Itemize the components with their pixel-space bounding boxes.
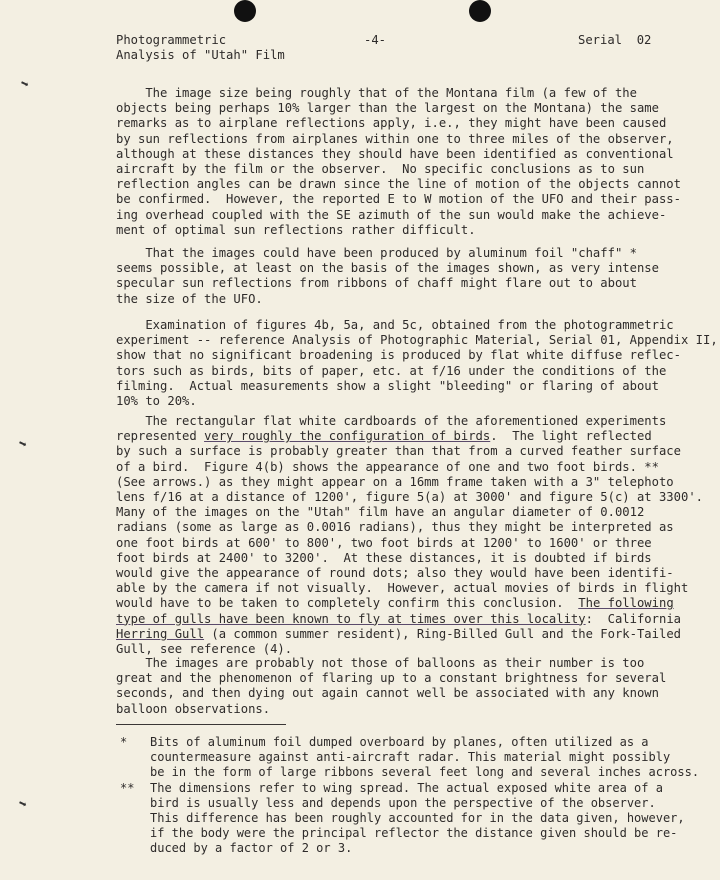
text-segment: filming. Actual measurements show a slight "bleeding" or flaring of about bbox=[116, 378, 659, 393]
text-segment: specular sun reflections from ribbons of chaff might flare out to about bbox=[116, 276, 637, 291]
footnote-line: This difference has been roughly accounted for in the data given, however, bbox=[150, 811, 685, 825]
text-segment: Examination of figures 4b, 5a, and 5c, obtained from the photogrammetric bbox=[116, 318, 674, 332]
text-segment: be confirmed. However, the reported E to W motion of the UFO and their pass- bbox=[116, 192, 681, 207]
footnote-line: countermeasure against anti-aircraft radar. This material might possibly bbox=[150, 750, 671, 764]
text-segment: Many of the images on the "Utah" film have an angular diameter of 0.0012 bbox=[116, 505, 645, 520]
footnote-divider bbox=[116, 724, 286, 725]
text-line bbox=[116, 490, 703, 505]
text-segment: would give the appearance of round dots; also they would have been identifi- bbox=[116, 566, 674, 581]
text-line bbox=[116, 460, 658, 475]
text-segment: objects being perhaps 10% larger than the largest on the Montana) the same bbox=[116, 101, 659, 116]
text-line bbox=[116, 292, 658, 307]
footnote-line: bird is usually less and depends upon the perspective of the observer. bbox=[150, 796, 656, 810]
text-segment: ing overhead coupled with the SE azimuth of the sun would make the achieve- bbox=[116, 207, 667, 222]
text-line bbox=[116, 86, 658, 101]
text-line bbox=[116, 611, 681, 627]
text-segment: 10% to 20%. bbox=[116, 394, 197, 409]
text-line bbox=[116, 333, 718, 348]
header-left bbox=[116, 33, 285, 63]
text-line bbox=[116, 131, 674, 147]
text-segment: reflection angles can be drawn since the line of motion of the objects cannot bbox=[116, 177, 681, 192]
underlined-text: type of gulls have been known to fly at times over this locality bbox=[116, 611, 586, 626]
text-segment: (See arrows.) as they might appear on a 16mm frame taken with a 3" telephoto bbox=[116, 474, 674, 489]
body-paragraph bbox=[116, 318, 718, 409]
text-segment: aircraft by the film or the observer. No specific conclusions as to sun bbox=[116, 162, 645, 177]
text-line bbox=[116, 318, 674, 333]
text-segment: seems possible, at least on the basis of the images shown, as very intense bbox=[116, 261, 659, 276]
text-line bbox=[116, 223, 658, 238]
text-line bbox=[116, 642, 658, 657]
header-title: Photogrammetric bbox=[116, 33, 227, 47]
footnote-line: if the body were the principal reflector the distance given should be re- bbox=[150, 826, 678, 840]
text-segment: The images are probably not those of balloons as their number is too bbox=[116, 656, 645, 670]
text-segment: lens f/16 at a distance of 1200', figure 5(a) at 3000' and figure 5(c) at 3300'. bbox=[116, 490, 703, 505]
text-segment: The image size being roughly that of the Montana film (a few of the bbox=[116, 86, 637, 100]
footnote-line: be in the form of large ribbons several feet long and several inches across. bbox=[150, 765, 700, 779]
underlined-text: Herring Gull bbox=[116, 626, 205, 641]
footnote-text bbox=[150, 781, 685, 856]
text-segment: of a bird. Figure 4(b) shows the appearance of one and two foot birds. ** bbox=[116, 459, 659, 474]
text-segment: remarks as to airplane reflections apply, i.e., they might have been caused bbox=[116, 116, 667, 131]
text-segment: radians (some as large as 0.0016 radians), thus they might be interpreted as bbox=[116, 520, 674, 535]
text-segment: . The light reflected bbox=[490, 429, 652, 444]
margin-mark-icon: ⬊ bbox=[17, 75, 31, 93]
text-line bbox=[116, 671, 667, 686]
text-line bbox=[116, 116, 667, 131]
text-line bbox=[116, 348, 681, 363]
text-line bbox=[116, 261, 658, 276]
text-segment: foot birds at 2400' to 3200'. At these distances, it is doubted if birds bbox=[116, 550, 652, 565]
text-segment: balloon observations. bbox=[116, 701, 271, 716]
text-line bbox=[116, 207, 667, 223]
text-segment: tors such as birds, bits of paper, etc. at f/16 under the conditions of the bbox=[116, 363, 667, 378]
footnote-marker: * bbox=[120, 735, 128, 749]
text-line bbox=[116, 379, 658, 394]
text-line bbox=[116, 581, 689, 596]
text-segment: (a common summer resident), Ring-Billed Gull and the Fork-Tailed bbox=[204, 626, 681, 641]
text-segment: although at these distances they should have been identified as conventional bbox=[116, 146, 674, 161]
body-paragraph bbox=[116, 656, 667, 717]
text-line bbox=[116, 626, 681, 642]
punch-hole-right-icon bbox=[469, 0, 491, 22]
text-segment: by such a surface is probably greater than that from a curved feather surface bbox=[116, 444, 681, 459]
text-line bbox=[116, 551, 658, 566]
text-segment: by sun reflections from airplanes within one to three miles of the observer, bbox=[116, 131, 674, 146]
text-segment: The rectangular flat white cardboards of the aforementioned experiments bbox=[116, 414, 667, 428]
text-line bbox=[116, 246, 658, 261]
serial-label: Serial 02 bbox=[578, 33, 652, 47]
text-segment: the size of the UFO. bbox=[116, 291, 263, 306]
footnote-line: Bits of aluminum foil dumped overboard by planes, often utilized as a bbox=[150, 735, 649, 749]
text-line bbox=[116, 686, 658, 701]
underlined-text: The following bbox=[578, 596, 674, 611]
text-segment: seconds, and then dying out again cannot well be associated with any known bbox=[116, 686, 659, 701]
margin-mark-icon: ⬊ bbox=[15, 435, 29, 453]
text-segment: : California bbox=[585, 611, 681, 626]
text-line bbox=[116, 363, 667, 379]
header-subtitle: Analysis of "Utah" Film bbox=[116, 48, 285, 62]
page-number: -4- bbox=[364, 33, 387, 47]
text-segment: Gull, see reference (4). bbox=[116, 642, 293, 657]
text-line bbox=[116, 505, 658, 520]
text-line bbox=[116, 429, 658, 444]
body-paragraph bbox=[116, 246, 658, 307]
underlined-text: very roughly the configuration of birds bbox=[204, 429, 491, 444]
text-line bbox=[116, 656, 658, 671]
text-line bbox=[116, 536, 658, 551]
body-paragraph bbox=[116, 86, 681, 238]
text-line bbox=[116, 162, 658, 177]
footnote-text bbox=[150, 735, 699, 780]
text-segment: great and the phenomenon of flaring up to a constant brightness for several bbox=[116, 671, 667, 686]
text-segment: one foot birds at 600' to 800', two foot birds at 1200' to 1600' or three bbox=[116, 535, 652, 550]
margin-mark-icon: ⬊ bbox=[15, 795, 29, 813]
text-segment: able by the camera if not visually. However, actual movies of birds in flight bbox=[116, 581, 689, 596]
footnote-marker: ** bbox=[120, 781, 135, 795]
text-line bbox=[116, 566, 674, 581]
text-segment: show that no significant broadening is produced by flat white diffuse reflec- bbox=[116, 348, 681, 363]
text-line bbox=[116, 596, 674, 611]
footnote-line: The dimensions refer to wing spread. The actual exposed white area of a bbox=[150, 781, 663, 795]
text-segment: experiment -- reference Analysis of Photographic Material, Serial 01, Appendix II, bbox=[116, 333, 718, 348]
text-line bbox=[116, 520, 674, 535]
text-segment: That the images could have been produced by aluminum foil "chaff" * bbox=[116, 246, 637, 260]
text-line bbox=[116, 444, 681, 459]
footnote-line: duced by a factor of 2 or 3. bbox=[150, 841, 353, 855]
text-line bbox=[116, 177, 681, 192]
text-line bbox=[116, 414, 667, 429]
text-line bbox=[116, 702, 658, 717]
text-line bbox=[116, 276, 658, 291]
text-line bbox=[116, 146, 674, 162]
text-line bbox=[116, 192, 681, 207]
body-paragraph bbox=[116, 414, 703, 657]
text-line bbox=[116, 101, 658, 116]
punch-hole-left-icon bbox=[234, 0, 256, 22]
text-line bbox=[116, 394, 658, 409]
text-segment: ment of optimal sun reflections rather difficult. bbox=[116, 222, 476, 237]
text-line bbox=[116, 474, 674, 490]
text-segment: represented bbox=[116, 429, 205, 444]
text-segment: would have to be taken to completely confirm this conclusion. bbox=[116, 596, 579, 611]
